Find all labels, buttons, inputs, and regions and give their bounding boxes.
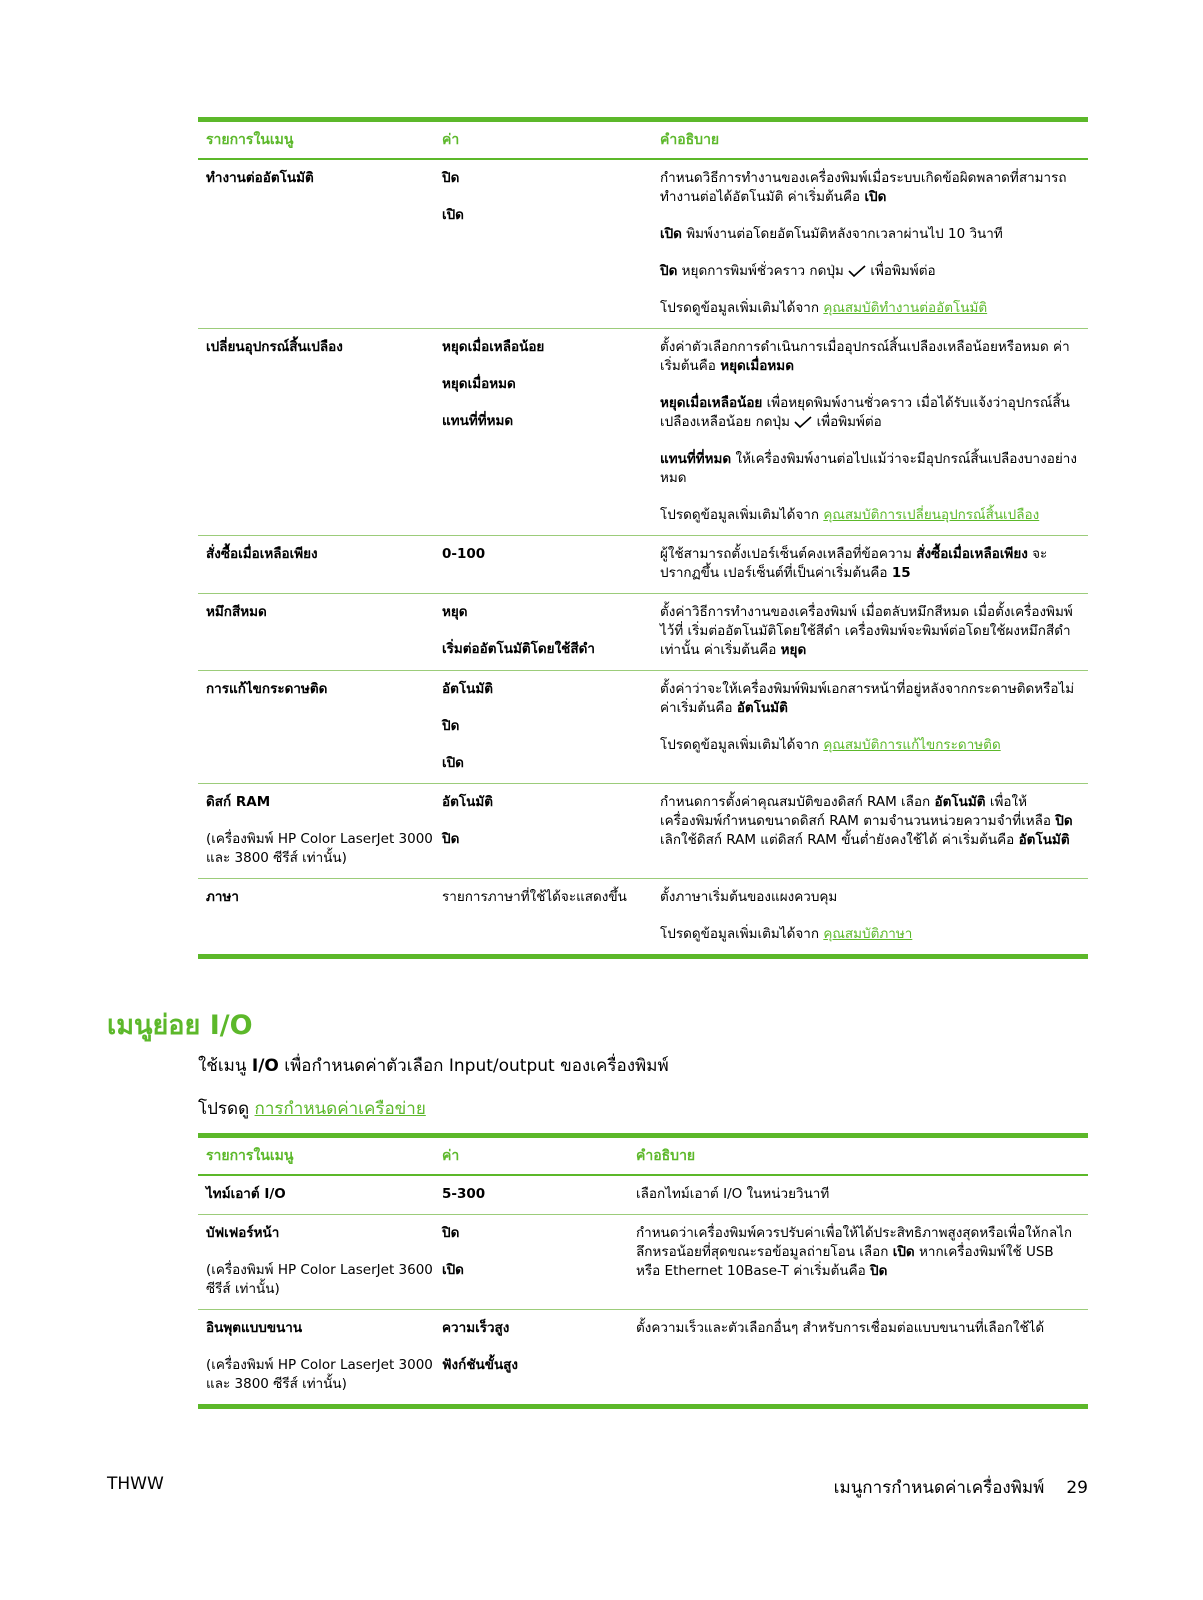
description-text: จะปรากฏขึ้น เปอร์เซ็นต์ที่เป็นค่าเริ่มต้นคือ xyxy=(660,546,1048,581)
description-cell xyxy=(660,338,1088,525)
description-paragraph xyxy=(660,925,1082,944)
section-see-also: โปรดดู การกำหนดค่าเครือข่าย xyxy=(198,1099,426,1119)
menu-item-cell xyxy=(198,888,442,944)
description-text: หากเครื่องพิมพ์ใช้ USB หรือ Ethernet 10Base-T ค่าเริ่มต้นคือ xyxy=(636,1244,1054,1279)
description-text: ตั้งค่าวิธีการทำงานของเครื่องพิมพ์ เมื่อตลับหมึกสีหมด เมื่อตั้งเครื่องพิมพ์ไว้ที่ เริ่มต่ออัตโนมัติโดยใช้สีดำ เครื่องพิมพ์จะพิมพ์ต่อโดยใช้ผงหมึกสีดำเท่านั้น ค่าเริ่มต้นคือ xyxy=(660,604,1073,658)
description-text: เพื่อให้เครื่องพิมพ์กำหนดขนาดดิสก์ RAM ตามจำนวนหน่วยความจำที่เหลือ xyxy=(660,794,1056,829)
description-cell xyxy=(660,603,1088,660)
see-also-link[interactable]: คุณสมบัติภาษา xyxy=(823,926,913,942)
description-paragraph xyxy=(636,1224,1082,1281)
description-text: พิมพ์งานต่อโดยอัตโนมัติหลังจากเวลาผ่านไป 10 วินาที xyxy=(681,226,1003,242)
value-option: เริ่มต่ออัตโนมัติโดยใช้สีดำ xyxy=(442,641,595,657)
menu-item-cell xyxy=(198,680,442,773)
menu-item-cell xyxy=(198,1224,442,1299)
menu-item-cell xyxy=(198,169,442,318)
description-text: เพื่อพิมพ์ต่อ xyxy=(866,263,936,279)
see-also-link[interactable]: คุณสมบัติการเปลี่ยนอุปกรณ์สิ้นเปลือง xyxy=(823,507,1040,523)
checkmark-icon xyxy=(794,416,812,428)
table-bottom-rule xyxy=(198,1404,1088,1409)
description-cell xyxy=(660,680,1088,773)
table-bottom-rule xyxy=(198,954,1088,959)
description-cell xyxy=(660,169,1088,318)
description-text: ผู้ใช้สามารถตั้งเปอร์เซ็นต์คงเหลือที่ข้อความ xyxy=(660,546,917,562)
value-option: ปิด xyxy=(442,831,460,847)
menu-item-note: (เครื่องพิมพ์ HP Color LaserJet 3000 และ 3800 ซีรีส์ เท่านั้น) xyxy=(206,831,433,866)
description-paragraph xyxy=(660,299,1082,318)
value-cell xyxy=(442,169,660,318)
value-cell xyxy=(442,545,660,583)
value-option: ปิด xyxy=(442,1225,460,1241)
value-cell xyxy=(442,1185,636,1204)
value-option: ฟังก์ชันขั้นสูง xyxy=(442,1357,519,1373)
header-item: รายการในเมนู xyxy=(206,132,294,148)
description-text: กำหนดการตั้งค่าคุณสมบัติของดิสก์ RAM เลือก xyxy=(660,794,935,810)
table-row xyxy=(198,160,1088,329)
see-also-link[interactable]: คุณสมบัติการแก้ไขกระดาษติด xyxy=(823,737,1001,753)
description-paragraph xyxy=(660,394,1082,432)
header-item: รายการในเมนู xyxy=(206,1148,294,1164)
description-paragraph xyxy=(636,1319,1082,1338)
description-paragraph xyxy=(636,1185,1082,1204)
menu-item-note: (เครื่องพิมพ์ HP Color LaserJet 3000 และ 3800 ซีรีส์ เท่านั้น) xyxy=(206,1357,433,1392)
description-text: เปิด xyxy=(660,226,682,242)
header-desc: คำอธิบาย xyxy=(636,1148,696,1164)
table-row xyxy=(198,671,1088,784)
menu-table-1 xyxy=(198,117,1088,959)
table-row xyxy=(198,1215,1088,1310)
description-cell xyxy=(636,1185,1088,1204)
description-cell xyxy=(660,545,1088,583)
menu-item-name: อินพุตแบบขนาน xyxy=(206,1320,303,1336)
description-cell xyxy=(660,888,1088,944)
menu-item-cell xyxy=(198,338,442,525)
table-row xyxy=(198,536,1088,594)
menu-item-name: เปลี่ยนอุปกรณ์สิ้นเปลือง xyxy=(206,339,343,355)
description-cell xyxy=(636,1319,1088,1394)
section-intro: ใช้เมนู I/O เพื่อกำหนดค่าตัวเลือก Input/output ของเครื่องพิมพ์ xyxy=(198,1056,669,1076)
menu-item-cell xyxy=(198,1185,442,1204)
menu-item-cell xyxy=(198,1319,442,1394)
table-row xyxy=(198,879,1088,954)
value-option: 0-100 xyxy=(442,546,486,562)
value-option: ความเร็วสูง xyxy=(442,1320,510,1336)
description-paragraph xyxy=(660,450,1082,488)
value-option: 5-300 xyxy=(442,1186,486,1202)
header-value: ค่า xyxy=(442,132,460,148)
value-cell xyxy=(442,793,660,868)
table-row xyxy=(198,1176,1088,1215)
description-text: หยุดการพิมพ์ชั่วคราว กดปุ่ม xyxy=(677,263,849,279)
value-cell xyxy=(442,603,660,660)
section-title: เมนูย่อย I/O xyxy=(107,1010,253,1041)
value-option: เปิด xyxy=(442,1262,464,1278)
description-text: ปิด xyxy=(660,263,678,279)
description-text: โปรดดูข้อมูลเพิ่มเติมได้จาก xyxy=(660,926,824,942)
description-text: กำหนดวิธีการทำงานของเครื่องพิมพ์เมื่อระบบเกิดข้อผิดพลาดที่สามารถทำงานต่อได้อัตโนมัติ ค่าเริ่มต้นคือ xyxy=(660,170,1067,205)
description-text: ตั้งภาษาเริ่มต้นของแผงควบคุม xyxy=(660,889,838,905)
value-cell xyxy=(442,1319,636,1394)
value-cell xyxy=(442,1224,636,1299)
network-config-link[interactable]: การกำหนดค่าเครือข่าย xyxy=(254,1099,426,1119)
description-text: ปิด xyxy=(870,1263,888,1279)
table-row xyxy=(198,784,1088,879)
value-cell xyxy=(442,338,660,525)
value-option: แทนที่ที่หมด xyxy=(442,413,514,429)
menu-item-cell xyxy=(198,793,442,868)
menu-item-name: หมึกสีหมด xyxy=(206,604,267,620)
description-cell xyxy=(636,1224,1088,1299)
description-paragraph xyxy=(660,888,1082,907)
header-value: ค่า xyxy=(442,1148,460,1164)
description-paragraph xyxy=(660,169,1082,207)
description-text: อัตโนมัติ xyxy=(934,794,986,810)
table-row xyxy=(198,594,1088,671)
description-text: ตั้งค่าว่าจะให้เครื่องพิมพ์พิมพ์เอกสารหน้าที่อยู่หลังจากกระดาษติดหรือไม่ ค่าเริ่มต้นคือ xyxy=(660,681,1075,716)
table-header xyxy=(198,122,1088,160)
page-number: 29 xyxy=(1066,1478,1088,1498)
description-text: หยุดเมื่อเหลือน้อย xyxy=(660,395,763,411)
footer-doc-code: THWW xyxy=(107,1474,164,1494)
value-option: เปิด xyxy=(442,207,464,223)
description-text: ให้เครื่องพิมพ์งานต่อไปแม้ว่าจะมีอุปกรณ์สิ้นเปลืองบางอย่างหมด xyxy=(660,451,1077,486)
value-option: หยุดเมื่อเหลือน้อย xyxy=(442,339,545,355)
description-text: ตั้งค่าตัวเลือกการดำเนินการเมื่ออุปกรณ์สิ้นเปลืองเหลือน้อยหรือหมด ค่าเริ่มต้นคือ xyxy=(660,339,1070,374)
description-text: กำหนดว่าเครื่องพิมพ์ควรปรับค่าเพื่อให้ได้ประสิทธิภาพสูงสุดหรือเพื่อให้กลไกลึกหรอน้อยที่สุดขณะรอข้อมูลถ่ายโอน เลือก xyxy=(636,1225,1073,1260)
description-paragraph xyxy=(660,736,1082,755)
menu-item-name: บัฟเฟอร์หน้า xyxy=(206,1225,280,1241)
value-option: ปิด xyxy=(442,170,460,186)
description-text: เลิกใช้ดิสก์ RAM แต่ดิสก์ RAM ขั้นต่ำยังคงใช้ได้ ค่าเริ่มต้นคือ xyxy=(660,832,1019,848)
header-desc: คำอธิบาย xyxy=(660,132,720,148)
description-paragraph xyxy=(660,680,1082,718)
description-text: หยุด xyxy=(780,642,807,658)
description-text: หยุดเมื่อหมด xyxy=(720,358,794,374)
value-option: อัตโนมัติ xyxy=(442,794,494,810)
description-paragraph xyxy=(660,225,1082,244)
description-text: โปรดดูข้อมูลเพิ่มเติมได้จาก xyxy=(660,300,824,316)
menu-item-name: ไทม์เอาต์ I/O xyxy=(206,1186,286,1202)
menu-item-name: ดิสก์ RAM xyxy=(206,794,271,810)
menu-item-name: การแก้ไขกระดาษติด xyxy=(206,681,328,697)
description-text: อัตโนมัติ xyxy=(1018,832,1070,848)
description-cell xyxy=(660,793,1088,868)
description-paragraph xyxy=(660,603,1082,660)
see-also-link[interactable]: คุณสมบัติทำงานต่ออัตโนมัติ xyxy=(823,300,988,316)
table-header xyxy=(198,1138,1088,1176)
value-cell xyxy=(442,680,660,773)
description-text: เพื่อหยุดพิมพ์งานชั่วคราว เมื่อได้รับแจ้งว่าอุปกรณ์สิ้นเปลืองเหลือน้อย กดปุ่ม xyxy=(660,395,1070,430)
value-option: หยุด xyxy=(442,604,468,620)
table-row xyxy=(198,329,1088,536)
value-option: รายการภาษาที่ใช้ได้จะแสดงขึ้น xyxy=(442,889,627,905)
description-text: แทนที่ที่หมด xyxy=(660,451,732,467)
menu-table-2 xyxy=(198,1133,1088,1409)
description-text: เพื่อพิมพ์ต่อ xyxy=(812,414,882,430)
description-text: อัตโนมัติ xyxy=(736,700,788,716)
description-paragraph xyxy=(660,793,1082,850)
menu-item-name: สั่งซื้อเมื่อเหลือเพียง xyxy=(206,546,318,562)
table-row xyxy=(198,1310,1088,1404)
value-option: หยุดเมื่อหมด xyxy=(442,376,516,392)
description-paragraph xyxy=(660,262,1082,281)
menu-item-note: (เครื่องพิมพ์ HP Color LaserJet 3600 ซีรีส์ เท่านั้น) xyxy=(206,1262,433,1297)
footer-page-info xyxy=(834,1474,1088,1501)
menu-item-cell xyxy=(198,545,442,583)
menu-item-name: ทำงานต่ออัตโนมัติ xyxy=(206,170,314,186)
description-text: 15 xyxy=(891,565,911,581)
value-option: อัตโนมัติ xyxy=(442,681,494,697)
menu-item-name: ภาษา xyxy=(206,889,239,905)
value-option: ปิด xyxy=(442,718,460,734)
description-text: โปรดดูข้อมูลเพิ่มเติมได้จาก xyxy=(660,737,824,753)
description-paragraph xyxy=(660,338,1082,376)
description-text: สั่งซื้อเมื่อเหลือเพียง xyxy=(916,546,1028,562)
description-paragraph xyxy=(660,545,1082,583)
description-text: เลือกไทม์เอาต์ I/O ในหน่วยวินาที xyxy=(636,1186,830,1202)
footer-chapter: เมนูการกำหนดค่าเครื่องพิมพ์ xyxy=(833,1478,1045,1498)
value-cell xyxy=(442,888,660,944)
description-text: เปิด xyxy=(864,189,887,205)
description-text: เปิด xyxy=(892,1244,915,1260)
checkmark-icon xyxy=(848,265,866,277)
description-text: ปิด xyxy=(1055,813,1073,829)
description-text: โปรดดูข้อมูลเพิ่มเติมได้จาก xyxy=(660,507,824,523)
description-paragraph xyxy=(660,506,1082,525)
description-text: ตั้งความเร็วและตัวเลือกอื่นๆ สำหรับการเชื่อมต่อแบบขนานที่เลือกใช้ได้ xyxy=(636,1320,1045,1336)
menu-item-cell xyxy=(198,603,442,660)
value-option: เปิด xyxy=(442,755,464,771)
